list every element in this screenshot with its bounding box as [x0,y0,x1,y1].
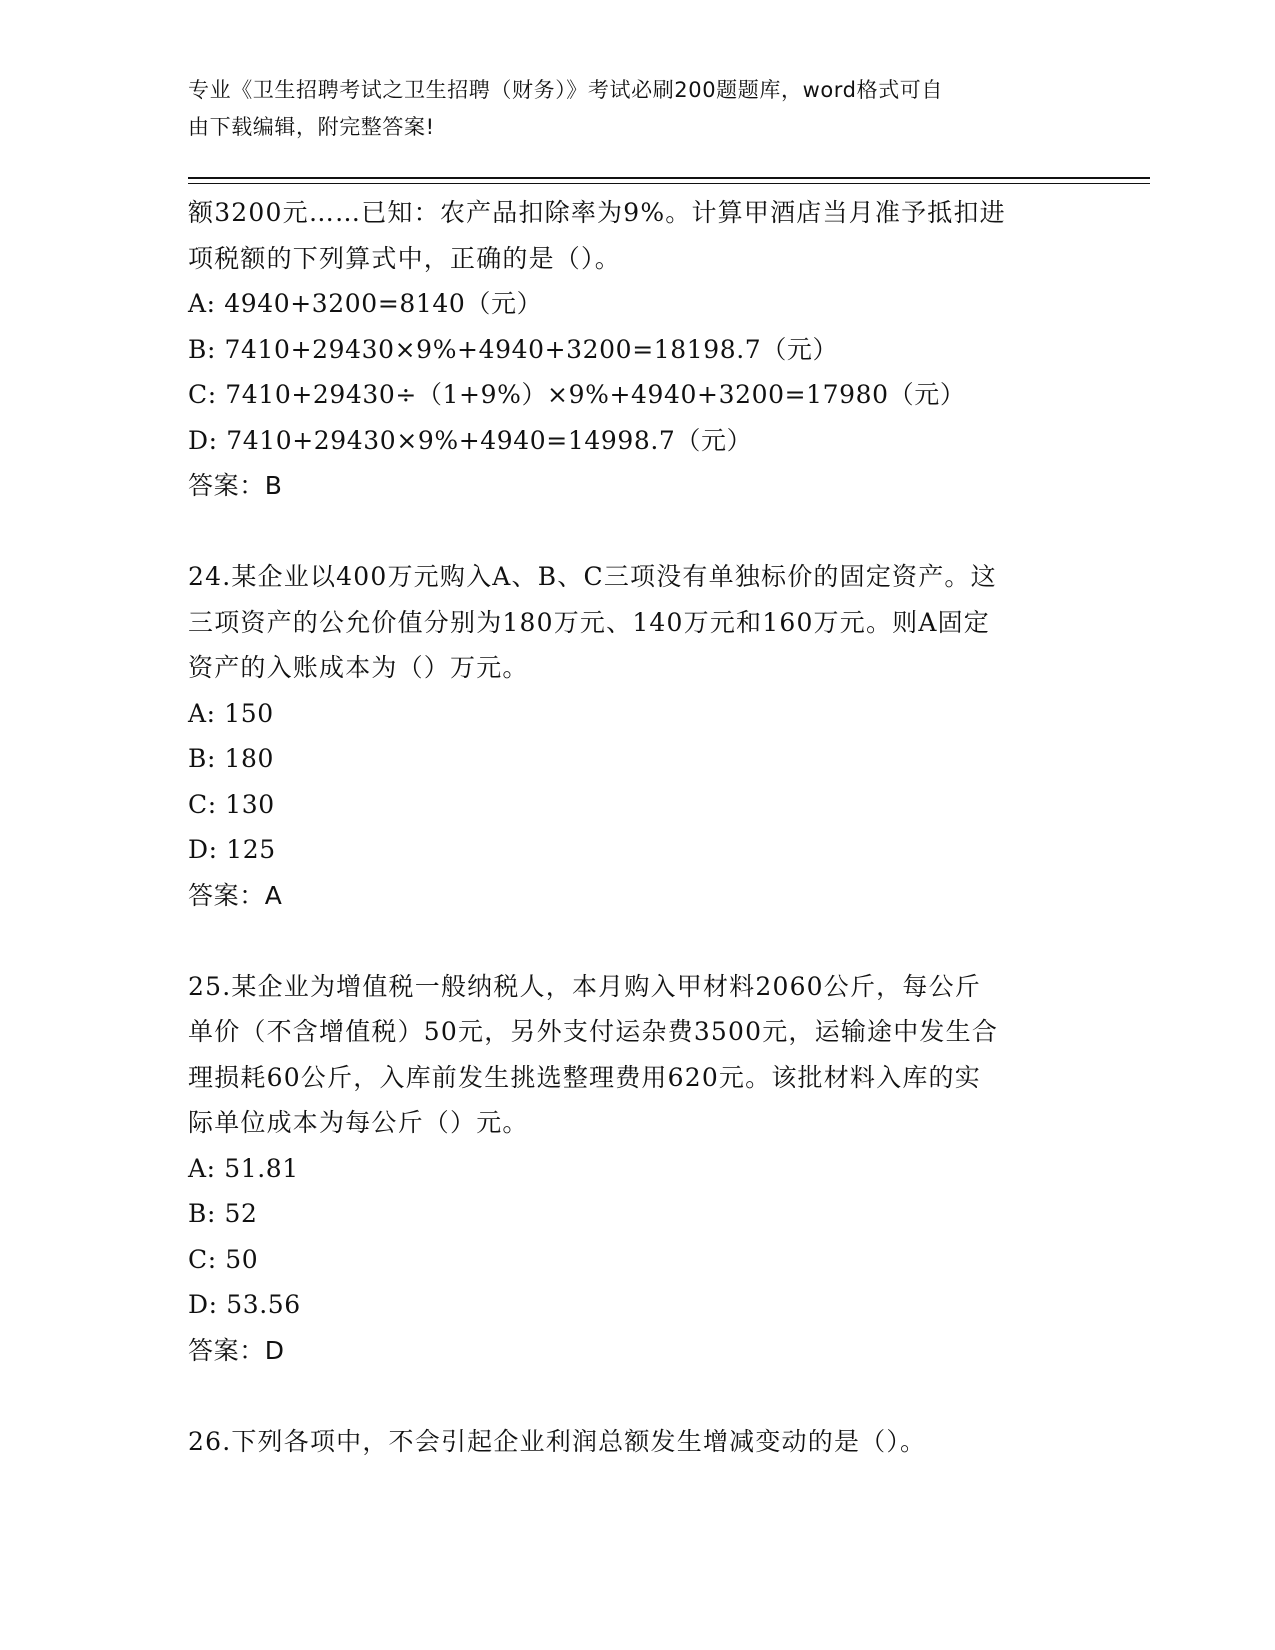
question-24-text-line-1: 24.某企业以400万元购入A、B、C三项没有单独标价的固定资产。这 [188,562,997,591]
question-23-option-d: D: 7410+29430×9%+4940=14998.7（元） [188,425,753,455]
question-25-text-line-2: 单价（不含增值税）50元，另外支付运杂费3500元，运输途中发生合 [188,1017,999,1046]
question-25-option-b: B: 52 [188,1199,258,1228]
question-24-option-b: B: 180 [188,744,275,773]
question-25 [188,964,1088,1374]
question-25-text-line-4: 际单位成本为每公斤（）元。 [188,1108,529,1137]
question-25-option-c: C: 50 [188,1244,259,1274]
question-24-text-line-3: 资产的入账成本为（）万元。 [188,653,529,682]
question-26 [188,1419,1088,1465]
question-24-option-c: C: 130 [188,789,275,819]
question-23-option-a: A: 4940+3200=8140（元） [188,289,543,318]
header-divider-thick [188,177,1150,179]
header-divider-thin [188,183,1150,184]
question-spacer [188,918,1088,964]
question-23-text-line-2: 项税额的下列算式中，正确的是（）。 [188,243,621,273]
question-spacer [188,1373,1088,1419]
question-24 [188,554,1088,918]
question-23-option-c: C: 7410+29430÷（1+9%）×9%+4940+3200=17980（元） [188,380,966,409]
question-23-option-b: B: 7410+29430×9%+4940+3200=18198.7（元） [188,334,839,364]
question-24-answer: 答案：A [188,880,283,910]
question-24-option-a: A: 150 [188,698,274,728]
header-line-1: 专业《卫生招聘考试之卫生招聘（财务）》考试必刷200题题库，word格式可自 [188,78,943,102]
question-23-answer: 答案：B [188,471,283,500]
question-25-text-line-1: 25.某企业为增值税一般纳税人，本月购入甲材料2060公斤，每公斤 [188,971,981,1001]
question-23-text-line-1: 额3200元……已知：农产品扣除率为9%。计算甲酒店当月准予抵扣进 [188,198,1006,227]
question-23 [188,190,1088,509]
question-spacer [188,509,1088,555]
question-26-text-line-1: 26.下列各项中，不会引起企业利润总额发生增减变动的是（）。 [188,1426,927,1456]
question-24-text-line-2: 三项资产的公允价值分别为180万元、140万元和160万元。则A固定 [188,607,991,637]
page-header [188,72,1068,146]
question-25-text-line-3: 理损耗60公斤，入库前发生挑选整理费用620元。该批材料入库的实 [188,1062,981,1092]
question-25-option-a: A: 51.81 [188,1153,299,1183]
question-25-answer: 答案：D [188,1335,285,1365]
question-25-option-d: D: 53.56 [188,1290,301,1319]
question-24-option-d: D: 125 [188,835,276,864]
header-line-2: 由下载编辑，附完整答案! [188,115,435,139]
question-list [188,190,1088,1464]
